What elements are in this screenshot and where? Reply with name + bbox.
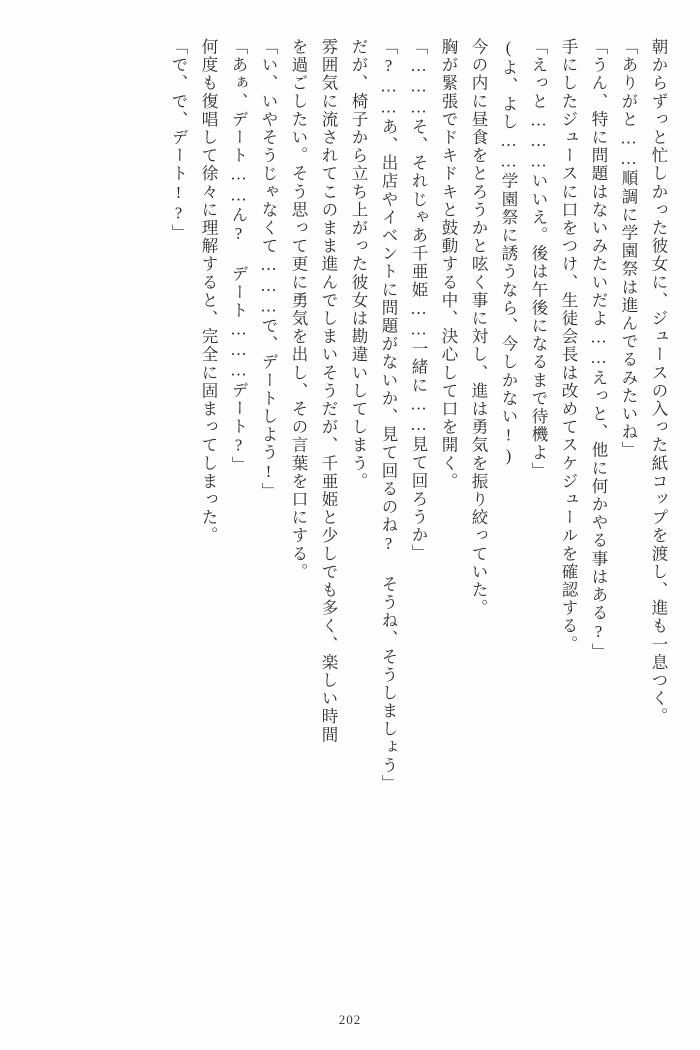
page-number: 202 — [338, 1012, 362, 1027]
text-line: だが、椅子から立ち上がった彼女は勘違いしてしまう。 — [349, 38, 368, 491]
text-line: 「うん、特に問題はないみたいだよ……えっと、他に何かやる事はある?」 — [589, 38, 608, 661]
text-line: 雰囲気に流されてこのまま進んでしまいそうだが、千亜姫と少しでも多く、楽しい時間 — [319, 38, 338, 744]
text-line: 胸が緊張でドキドキと鼓動する中、決心して口を開く。 — [439, 38, 458, 491]
text-line: 朝からずっと忙しかった彼女に、ジュースの入った紙コップを渡し、進も一息つく。 — [649, 38, 668, 726]
text-line: 「い、いやそうじゃなくて………で、デートしよう!」 — [259, 38, 278, 501]
text-line: 「………そ、それじゃあ千亜姫……一緒に……見て回ろうか」 — [409, 38, 428, 563]
text-line: 何度も復唱して徐々に理解すると、完全に固まってしまった。 — [199, 38, 218, 545]
text-line: 「ありがと……順調に学園祭は進んでるみたいね」 — [619, 38, 638, 460]
text-line: 「えっと………いいえ。後は午後になるまで待機よ」 — [529, 38, 548, 480]
text-line: 「あぁ、デート……ん? デート………デート?」 — [229, 38, 248, 475]
text-line: を過ごしたい。そう思って更に勇気を出し、その言葉を口にする。 — [289, 38, 308, 581]
vertical-text-block — [34, 38, 666, 978]
text-line: 「?……あ、出店やイベントに問題がないか、見て回るのね? そうね、そうしましょう」 — [379, 38, 398, 793]
text-line: 今の内に昼食をとろうかと呟く事に対し、進は勇気を振り絞っていた。 — [469, 38, 488, 618]
text-line: 「で、で、デート!?」 — [169, 38, 188, 243]
text-line: 手にしたジュースに口をつけ、生徒会長は改めてスケジュールを確認する。 — [559, 38, 578, 654]
text-line: (よ、よし……学園祭に誘うなら、今しかない!) — [499, 38, 518, 467]
